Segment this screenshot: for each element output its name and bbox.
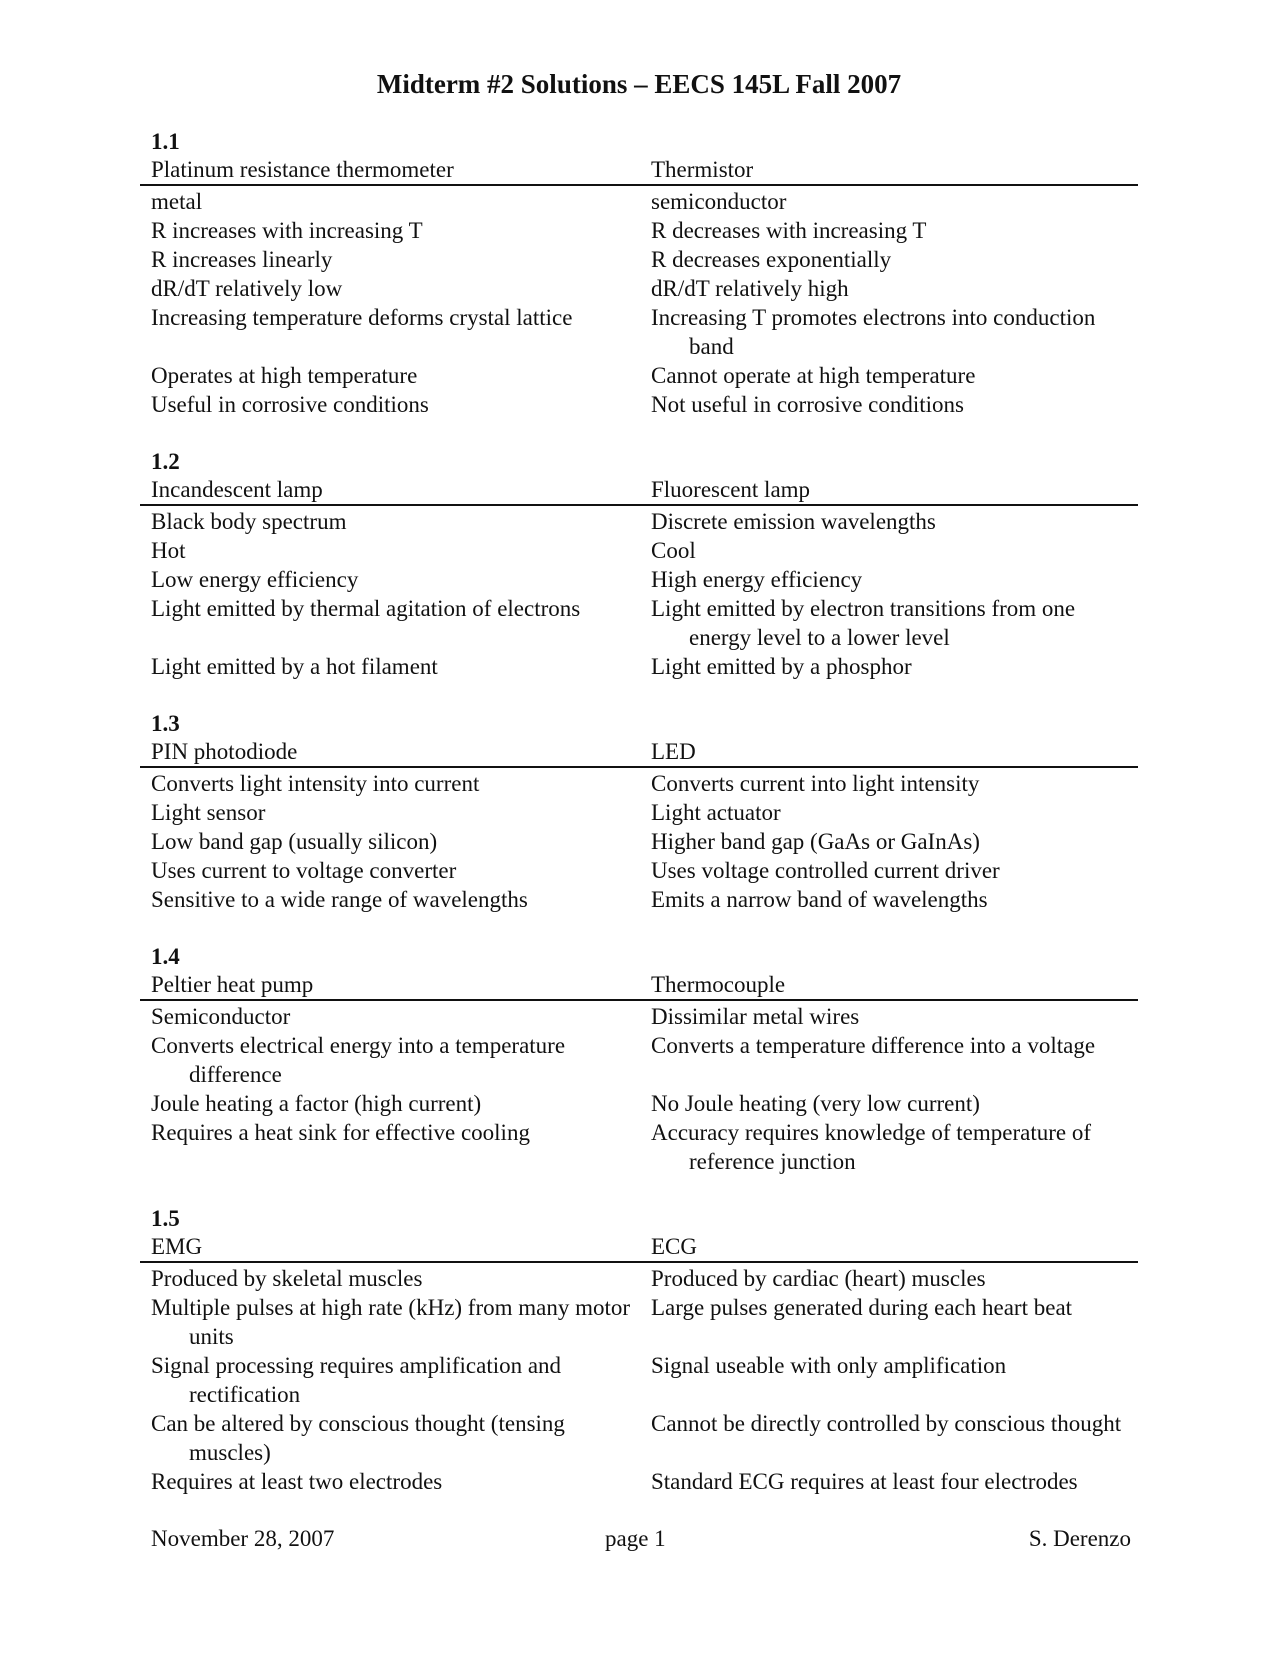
cell-text: Accuracy requires knowledge of temperature of reference junction (651, 1120, 1091, 1174)
table-header-row (140, 1233, 1138, 1262)
table-cell-right (640, 827, 1138, 856)
table-cell-right (640, 652, 1138, 681)
table-cell-left (140, 885, 640, 914)
comparison-section (140, 448, 1138, 681)
table-cell-right (640, 216, 1138, 245)
column-header-left: PIN photodiode (140, 738, 640, 767)
table-row (140, 505, 1138, 536)
table-row (140, 361, 1138, 390)
column-header-right: Fluorescent lamp (640, 476, 1138, 505)
cell-text: Cannot be directly controlled by conscious thought (651, 1411, 1122, 1436)
table-cell-right (640, 536, 1138, 565)
cell-text: Low energy efficiency (151, 567, 359, 592)
comparison-table (140, 971, 1138, 1176)
table-cell-left (140, 856, 640, 885)
table-row (140, 1467, 1138, 1496)
cell-text: semiconductor (651, 189, 787, 214)
table-cell-right (640, 1351, 1138, 1409)
section-number: 1.5 (151, 1206, 180, 1231)
table-row (140, 1118, 1138, 1176)
table-row (140, 798, 1138, 827)
table-cell-right (640, 390, 1138, 419)
table-row (140, 1000, 1138, 1031)
table-cell-right (640, 1089, 1138, 1118)
comparison-table (140, 738, 1138, 914)
table-cell-right (640, 767, 1138, 798)
table-cell-left (140, 1293, 640, 1351)
footer-date: November 28, 2007 (151, 1526, 335, 1551)
table-cell-right (640, 1031, 1138, 1089)
table-cell-left (140, 185, 640, 216)
table-cell-left (140, 1089, 640, 1118)
table-cell-right (640, 856, 1138, 885)
cell-text: R increases with increasing T (151, 218, 423, 243)
column-header-right: LED (640, 738, 1138, 767)
table-cell-left (140, 390, 640, 419)
sections-container (140, 128, 1138, 1496)
comparison-table (140, 476, 1138, 681)
table-cell-left (140, 798, 640, 827)
cell-text: Sensitive to a wide range of wavelengths (151, 887, 528, 912)
table-row (140, 767, 1138, 798)
table-cell-right (640, 361, 1138, 390)
column-header-left: Incandescent lamp (140, 476, 640, 505)
table-row (140, 216, 1138, 245)
cell-text: Low band gap (usually silicon) (151, 829, 438, 854)
table-row (140, 1293, 1138, 1351)
table-header-row (140, 971, 1138, 1000)
cell-text: Hot (151, 538, 186, 563)
cell-text: Multiple pulses at high rate (kHz) from many motor units (151, 1295, 631, 1349)
cell-text: R decreases exponentially (651, 247, 892, 272)
comparison-section (140, 1205, 1138, 1496)
table-cell-left (140, 1031, 640, 1089)
table-cell-left (140, 594, 640, 652)
table-cell-right (640, 1293, 1138, 1351)
column-header-left: Platinum resistance thermometer (140, 156, 640, 185)
table-cell-left (140, 1118, 640, 1176)
table-cell-left (140, 1467, 640, 1496)
table-cell-left (140, 274, 640, 303)
table-cell-left (140, 361, 640, 390)
cell-text: Black body spectrum (151, 509, 347, 534)
table-cell-left (140, 1000, 640, 1031)
cell-text: Operates at high temperature (151, 363, 418, 388)
table-cell-right (640, 565, 1138, 594)
cell-text: Requires a heat sink for effective cooling (151, 1120, 530, 1145)
page-footer (151, 1524, 1131, 1554)
table-row (140, 827, 1138, 856)
cell-text: Light actuator (651, 800, 781, 825)
table-row (140, 1351, 1138, 1409)
column-header-left: Peltier heat pump (140, 971, 640, 1000)
table-cell-left (140, 767, 640, 798)
cell-text: Increasing T promotes electrons into conduction band (651, 305, 1096, 359)
table-cell-right (640, 505, 1138, 536)
table-cell-right (640, 594, 1138, 652)
table-cell-right (640, 303, 1138, 361)
table-cell-right (640, 885, 1138, 914)
table-row (140, 652, 1138, 681)
column-header-right: ECG (640, 1233, 1138, 1262)
cell-text: Uses current to voltage converter (151, 858, 457, 883)
table-cell-left (140, 505, 640, 536)
table-cell-left (140, 565, 640, 594)
table-row (140, 856, 1138, 885)
table-row (140, 565, 1138, 594)
table-row (140, 390, 1138, 419)
cell-text: metal (151, 189, 203, 214)
footer-page-number: page 1 (605, 1526, 666, 1551)
cell-text: Signal processing requires amplification and rectification (151, 1353, 562, 1407)
cell-text: Produced by skeletal muscles (151, 1266, 423, 1291)
cell-text: Dissimilar metal wires (651, 1004, 860, 1029)
table-header-row (140, 156, 1138, 185)
section-number: 1.4 (151, 944, 180, 969)
cell-text: Light sensor (151, 800, 266, 825)
table-cell-left (140, 827, 640, 856)
cell-text: dR/dT relatively high (651, 276, 849, 301)
comparison-table (140, 156, 1138, 419)
table-cell-left (140, 1409, 640, 1467)
table-row (140, 1089, 1138, 1118)
table-cell-left (140, 1262, 640, 1293)
comparison-section (140, 128, 1138, 419)
document-title: Midterm #2 Solutions – EECS 145L Fall 2007 (376, 69, 902, 99)
table-row (140, 885, 1138, 914)
cell-text: Joule heating a factor (high current) (151, 1091, 482, 1116)
section-number: 1.3 (151, 711, 180, 736)
cell-text: Emits a narrow band of wavelengths (651, 887, 988, 912)
cell-text: Discrete emission wavelengths (651, 509, 936, 534)
cell-text: Signal useable with only amplification (651, 1353, 1007, 1378)
comparison-section (140, 710, 1138, 914)
cell-text: Converts current into light intensity (651, 771, 980, 796)
cell-text: R increases linearly (151, 247, 333, 272)
table-cell-right (640, 1409, 1138, 1467)
table-cell-right (640, 1118, 1138, 1176)
table-cell-right (640, 798, 1138, 827)
section-number: 1.1 (151, 129, 180, 154)
cell-text: Semiconductor (151, 1004, 291, 1029)
table-cell-left (140, 245, 640, 274)
cell-text: Increasing temperature deforms crystal lattice (151, 305, 573, 330)
document-page (140, 68, 1138, 1525)
table-row (140, 303, 1138, 361)
section-number: 1.2 (151, 449, 180, 474)
table-cell-right (640, 1262, 1138, 1293)
table-row (140, 594, 1138, 652)
cell-text: Cannot operate at high temperature (651, 363, 976, 388)
cell-text: Useful in corrosive conditions (151, 392, 429, 417)
cell-text: No Joule heating (very low current) (651, 1091, 980, 1116)
cell-text: Produced by cardiac (heart) muscles (651, 1266, 986, 1291)
cell-text: Light emitted by electron transitions from one energy level to a lower level (651, 596, 1076, 650)
table-row (140, 185, 1138, 216)
comparison-table (140, 1233, 1138, 1496)
table-header-row (140, 738, 1138, 767)
cell-text: Light emitted by a hot filament (151, 654, 438, 679)
cell-text: Large pulses generated during each heart beat (651, 1295, 1073, 1320)
table-cell-left (140, 652, 640, 681)
cell-text: High energy efficiency (651, 567, 863, 592)
table-cell-left (140, 303, 640, 361)
cell-text: Converts electrical energy into a temperature difference (151, 1033, 566, 1087)
table-row (140, 1031, 1138, 1089)
cell-text: Cool (651, 538, 696, 563)
table-cell-right (640, 1000, 1138, 1031)
footer-author: S. Derenzo (1028, 1526, 1131, 1551)
cell-text: dR/dT relatively low (151, 276, 343, 301)
cell-text: Not useful in corrosive conditions (651, 392, 965, 417)
table-cell-right (640, 274, 1138, 303)
table-cell-right (640, 245, 1138, 274)
table-row (140, 536, 1138, 565)
column-header-right: Thermistor (640, 156, 1138, 185)
cell-text: Can be altered by conscious thought (tensing muscles) (151, 1411, 565, 1465)
cell-text: Uses voltage controlled current driver (651, 858, 1000, 883)
table-row (140, 274, 1138, 303)
table-row (140, 1262, 1138, 1293)
cell-text: Converts light intensity into current (151, 771, 480, 796)
cell-text: Requires at least two electrodes (151, 1469, 443, 1494)
cell-text: R decreases with increasing T (651, 218, 927, 243)
table-cell-left (140, 216, 640, 245)
table-row (140, 1409, 1138, 1467)
table-cell-left (140, 1351, 640, 1409)
comparison-section (140, 943, 1138, 1176)
cell-text: Standard ECG requires at least four electrodes (651, 1469, 1078, 1494)
table-cell-right (640, 185, 1138, 216)
column-header-right: Thermocouple (640, 971, 1138, 1000)
cell-text: Light emitted by a phosphor (651, 654, 912, 679)
table-header-row (140, 476, 1138, 505)
table-cell-right (640, 1467, 1138, 1496)
cell-text: Converts a temperature difference into a voltage (651, 1033, 1096, 1058)
cell-text: Higher band gap (GaAs or GaInAs) (651, 829, 980, 854)
cell-text: Light emitted by thermal agitation of electrons (151, 596, 581, 621)
table-cell-left (140, 536, 640, 565)
column-header-left: EMG (140, 1233, 640, 1262)
table-row (140, 245, 1138, 274)
